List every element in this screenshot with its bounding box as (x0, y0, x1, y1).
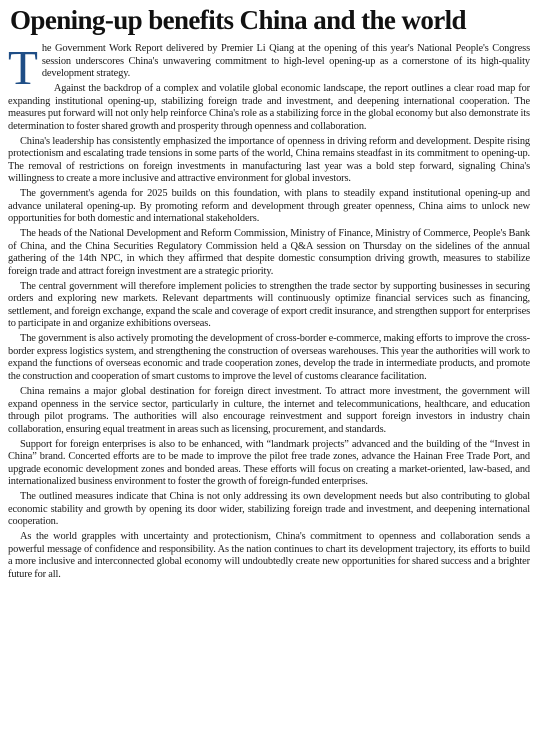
paragraph-4: The government's agenda for 2025 builds on this foundation, with plans to steadily expand institutional opening-up and advance unilateral opening-up. By promoting reform and development through greater openness, China aims to unlock new opportunities for both domestic and international stakeholders. (8, 188, 530, 225)
paragraph-1 (8, 40, 530, 95)
article-headline: Opening-up benefits China and the world (10, 5, 466, 35)
article-body (8, 40, 530, 581)
paragraph-2: Against the backdrop of a complex and volatile global economic landscape, the report outlines a clear road map for expanding institutional opening-up, stabilizing foreign trade and investment, and deepening international cooperation. The measures put forward will not only help reinforce China's role as a stabilizing force in the global economy but also demonstrate its determination to foster shared growth and prosperity through openness and collaboration. (8, 83, 530, 132)
paragraph-6: The central government will therefore implement policies to strengthen the trade sector by supporting businesses in securing orders and exploring new markets. Relevant departments will continuously optimize financial services such as financing, settlement, and foreign exchange, expand the scale and coverage of export credit insurance, and strengthen support for enterprises to participate in and organize exhibitions overseas. (8, 280, 530, 330)
paragraph-5: The heads of the National Development and Reform Commission, Ministry of Finance, Ministry of Commerce, People's Bank of China, and the China Securities Regulatory Commission held a Q&A session on Thursday on the sidelines of the annual gathering of the 14th NPC, in which they affirmed that despite domestic consumption driving growth, measures to stabilize foreign trade and attract foreign investment are a strategic priority. (8, 228, 530, 277)
drop-cap-letter: T (8, 40, 38, 95)
paragraph-9: Support for foreign enterprises is also to be enhanced, with “landmark projects” advanced and the building of the “Invest in China” brand. Concerted efforts are to be made to improve the pilot free trade zones, advance the Hainan Free Trade Port, and upgrade economic development zones and bonded areas. These efforts will focus on creating a market-oriented, law-based, and internationalized business environment to foster the growth of foreign-funded enterprises. (8, 438, 530, 488)
paragraph-8: China remains a major global destination for foreign direct investment. To attract more investment, the government will expand openness in the service sector, particularly in culture, the internet and telecommunications, healthcare, and education through pilot programs. The authorities will also encourage reinvestment and support foreign investors in industry chain collaboration, ensuring equal treatment in areas such as licensing, procurement, and standards. (8, 385, 530, 435)
paragraph-3: China's leadership has consistently emphasized the importance of openness in driving reform and development. Despite rising protectionism and escalating trade tensions in some parts of the world, China remains steadfast in its commitment to opening-up. The removal of restrictions on foreign investments in manufacturing last year was a bold step forward, signaling China's willingness to create a more inclusive and attractive environment for global investors. (8, 135, 530, 185)
paragraph-1-text: he Government Work Report delivered by Premier Li Qiang at the opening of this year's National People's Congress session underscores China's unwavering commitment to high-level opening-up as a cornerstone of its high-quality development strategy. (41, 43, 530, 80)
paragraph-7: The government is also actively promoting the development of cross-border e-commerce, making efforts to improve the cross-border express logistics system, and strengthening the construction of overseas warehouses. This year the authorities will work to expand the functions of overseas economic and trade cooperation zones, develop the trade in intermediate products, and promote the construction and cooperation of smart customs to improve the level of customs clearance facilitation. (8, 333, 530, 383)
paragraph-11: As the world grapples with uncertainty and protectionism, China's commitment to openness and collaboration sends a powerful message of confidence and responsibility. As the nation continues to chart its development trajectory, its efforts to build a more inclusive and interconnected global economy will undoubtedly create new opportunities for shared success and a brighter future for all. (8, 531, 530, 580)
paragraph-10: The outlined measures indicate that China is not only addressing its own development needs but also contributing to global economic stability and growth by opening its door wider, stabilizing foreign trade and investment, and deepening international cooperation. (8, 491, 530, 528)
